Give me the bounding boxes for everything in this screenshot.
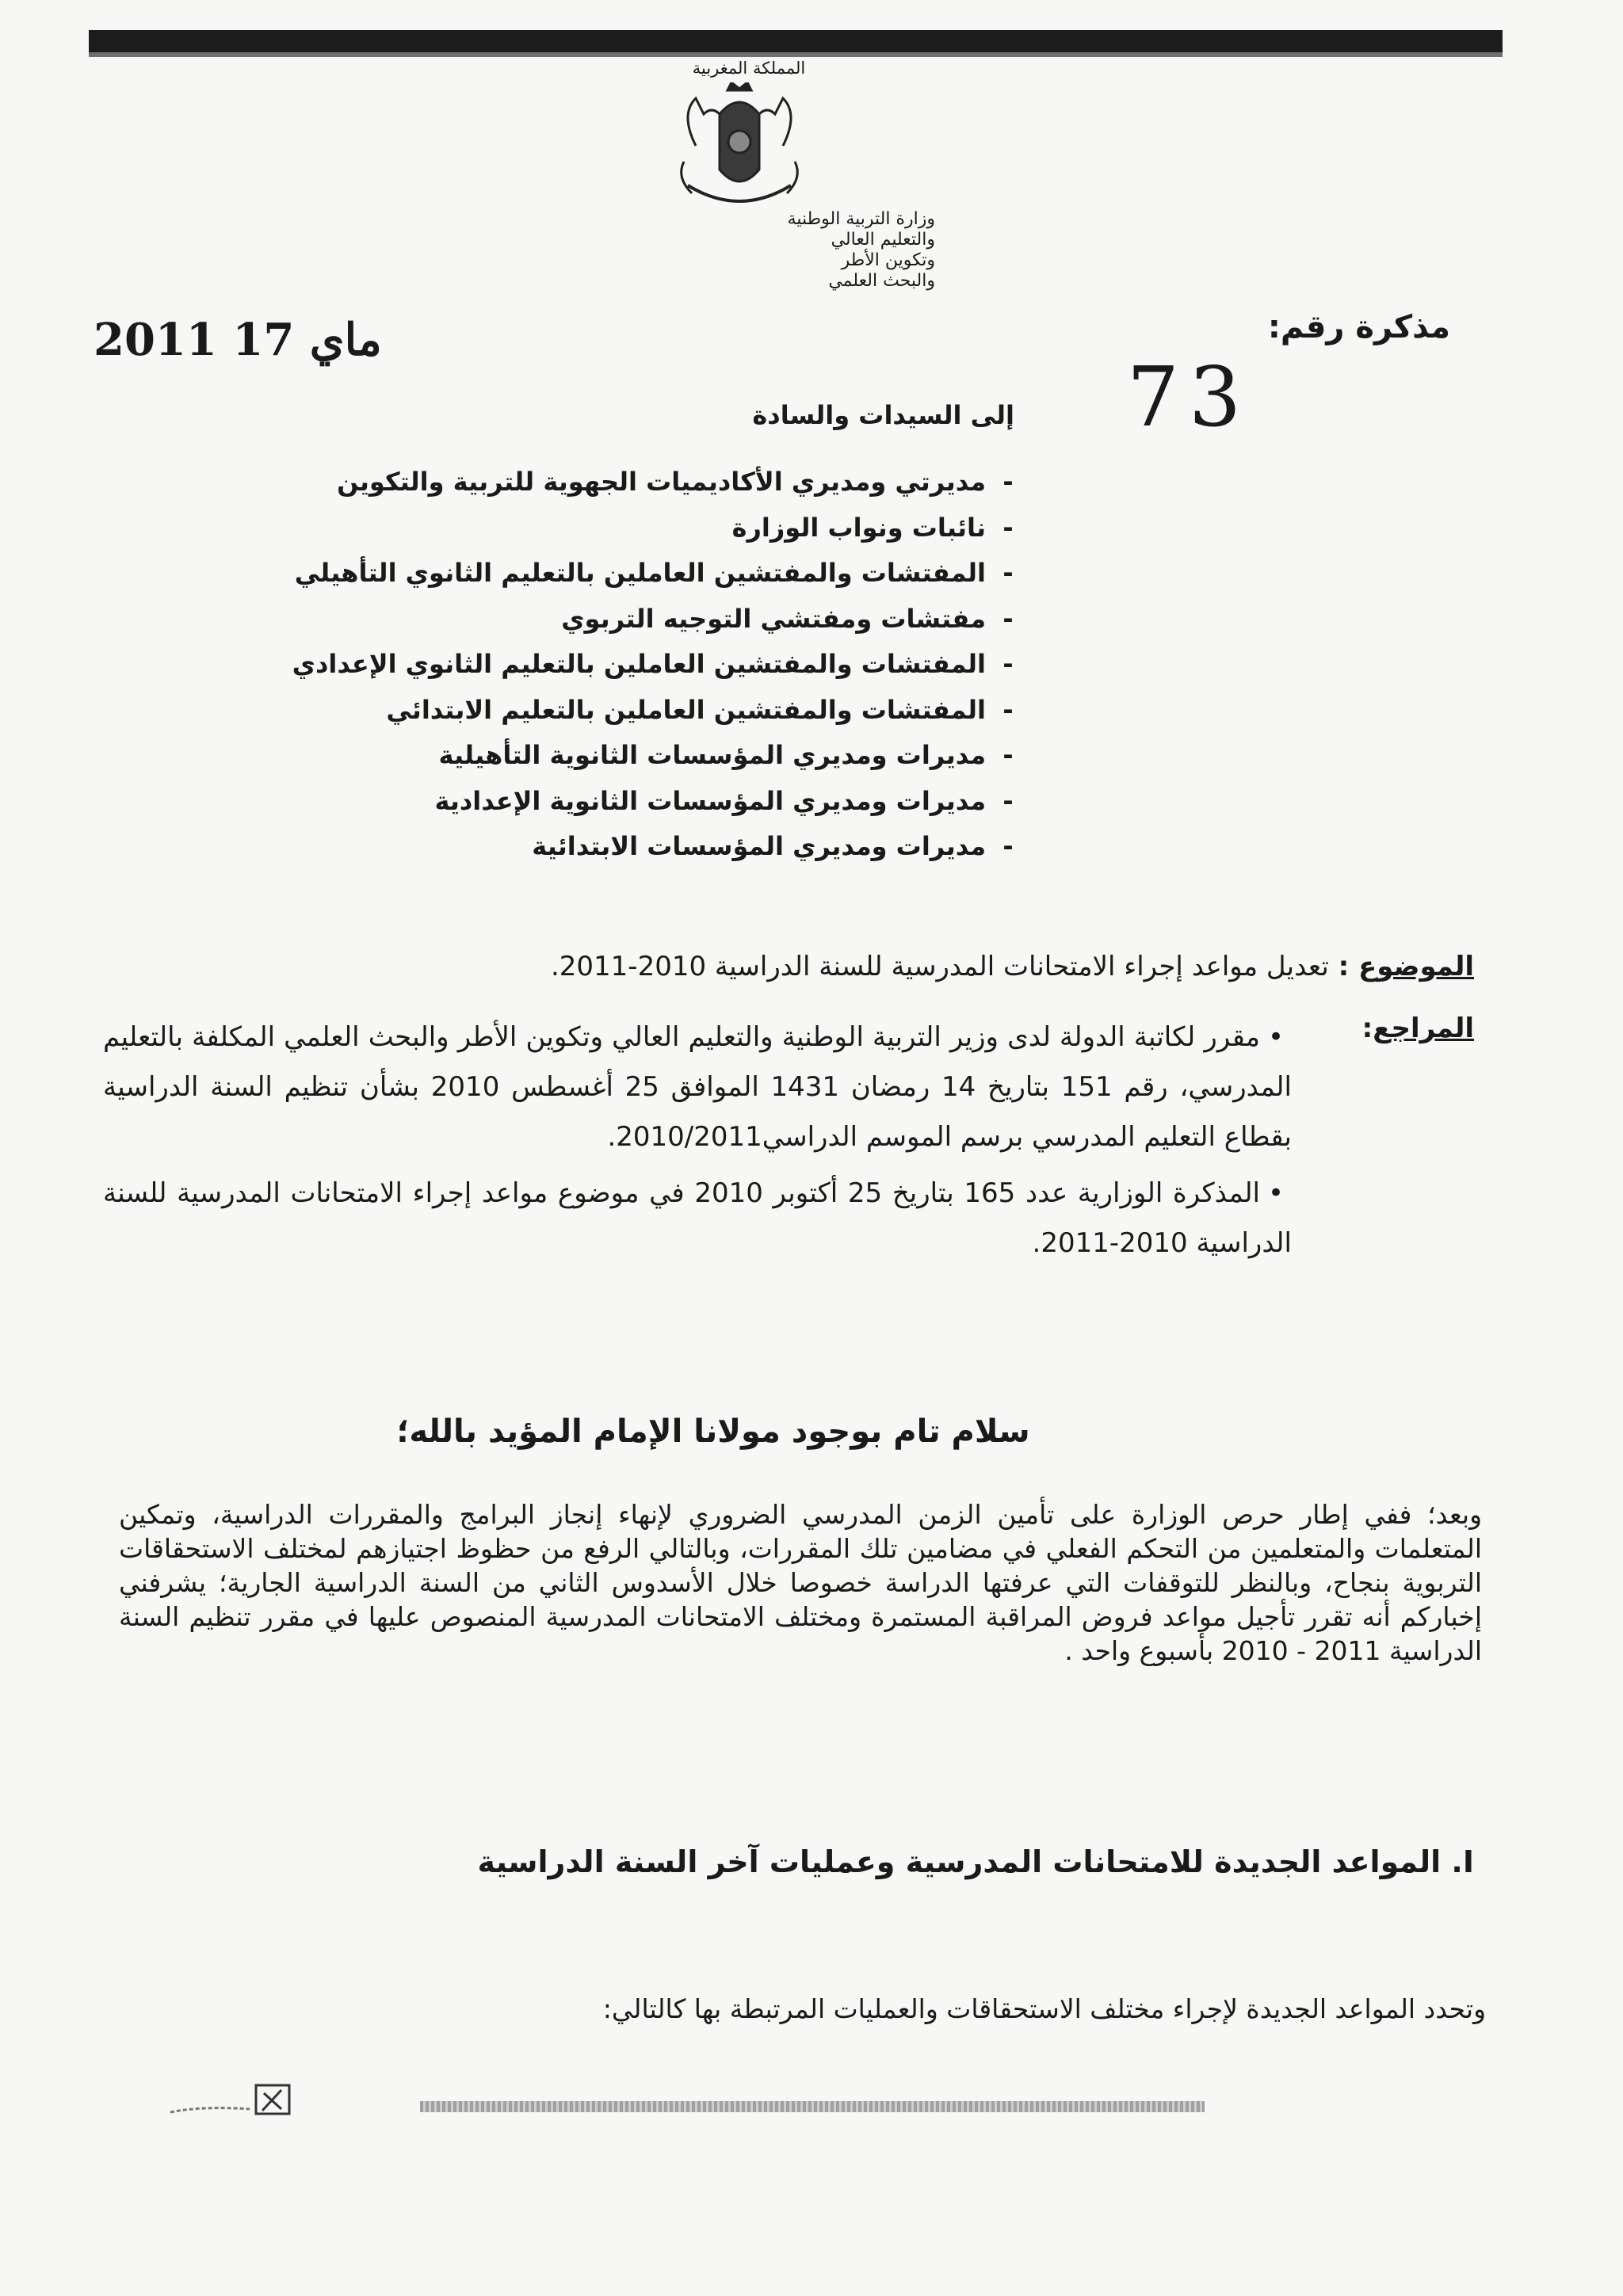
recipient-item: -المفتشات والمفتشين العاملين بالتعليم الثانوي الإعدادي [292, 649, 1014, 679]
handwritten-date: 2011 ماي 17 [94, 314, 382, 366]
references-label: المراجع: [1361, 1013, 1474, 1044]
reference-item: •مقرر لكاتبة الدولة لدى وزير التربية الوطنية والتعليم العالي وتكوين الأطر والبحث العلمي المكلفة بالتعليم المدرسي، رقم 151 بتاريخ 14 رمضان 1431 الموافق 25 أغسطس 2010 بشأن تنظيم السنة الدراسية بقطاع التعليم المدرسي برسم الموسم الدراسي2010/2011. [103, 1021, 1292, 1153]
kingdom-title: المملكة المغربية [692, 59, 806, 78]
recipient-item: -مديرات ومديري المؤسسات الثانوية التأهيلية [438, 740, 1014, 770]
scan-top-border [89, 30, 1503, 57]
greeting: سلام تام بوجود مولانا الإمام المؤيد بالله؛ [396, 1413, 1030, 1450]
section-number: I. [1451, 1844, 1474, 1879]
memo-number-label: مذكرة رقم: [1267, 309, 1450, 345]
ministry-line: وتكوين الأطر [841, 250, 935, 270]
recipient-item: -المفتشات والمفتشين العاملين بالتعليم الابتدائي [386, 694, 1014, 725]
section-heading [396, 1844, 1474, 1879]
ministry-line: والبحث العلمي [828, 271, 935, 291]
body-paragraph: وبعد؛ ففي إطار حرص الوزارة على تأمين الزمن المدرسي الضروري لإنهاء إنجاز البرامج والمقررات الدراسية، وتمكين المتعلمات والمتعلمين من التحكم الفعلي في مضامين تلك المقررات، وبالتالي الرفع من حظوظ اجتيازهم لمختلف الاستحقاقات التربوية بنجاح، وبالنظر للتوقفات التي عرفتها الدراسة خصوصا خلال الأسدوس الثاني من السنة الدراسية الجارية؛ يشرفني إخباركم أنه تقرر تأجيل مواعد فروض المراقبة المستمرة ومختلف الامتحانات المدرسية المنصوص عليها في مقرر تنظيم السنة الدراسية 2011 - 2010 بأسبوع واحد . [119, 1499, 1482, 1666]
recipient-item: -مديرات ومديري المؤسسات الثانوية الإعدادية [434, 785, 1014, 816]
subject-line: الموضوع : تعديل مواعد إجراء الامتحانات المدرسية للسنة الدراسية 2010-2011. [550, 951, 1474, 982]
recipient-item: -مديرتي ومديري الأكاديميات الجهوية للتربية والتكوين [337, 467, 1014, 497]
reference-item: •المذكرة الوزارية عدد 165 بتاريخ 25 أكتوبر 2010 في موضوع مواعد إجراء الامتحانات المدرسية للسنة الدراسية 2010-2011. [103, 1177, 1292, 1259]
recipient-item: -المفتشات والمفتشين العاملين بالتعليم الثانوي التأهيلي [294, 558, 1014, 588]
addressee-heading: إلى السيدات والسادة [752, 400, 1014, 430]
footer-rule [420, 2101, 1205, 2112]
paraphe-stamp-icon [162, 2082, 321, 2119]
recipient-item: -نائبات ونواب الوزارة [731, 512, 1014, 543]
intro-line: وتحدد المواعد الجديدة لإجراء مختلف الاستحقاقات والعمليات المرتبطة بها كالتالي: [602, 1993, 1486, 2024]
references-list [103, 1013, 1292, 1275]
recipient-item: -مديرات ومديري المؤسسات الابتدائية [532, 831, 1014, 861]
ministry-line: والتعليم العالي [831, 230, 935, 250]
subject-label: الموضوع [1358, 951, 1474, 982]
subject-text: تعديل مواعد إجراء الامتحانات المدرسية للسنة الدراسية 2010-2011. [550, 951, 1329, 982]
recipients-list [238, 460, 1030, 870]
memo-number: 73 [1126, 349, 1251, 445]
recipient-item: -مفتشات ومفتشي التوجيه التربوي [561, 603, 1014, 634]
royal-coat-of-arms-emblem [664, 82, 815, 217]
ministry-line: وزارة التربية الوطنية [787, 209, 935, 229]
ministry-name [571, 209, 935, 292]
section-title: المواعد الجديدة للامتحانات المدرسية وعمليات آخر السنة الدراسية [477, 1844, 1442, 1879]
